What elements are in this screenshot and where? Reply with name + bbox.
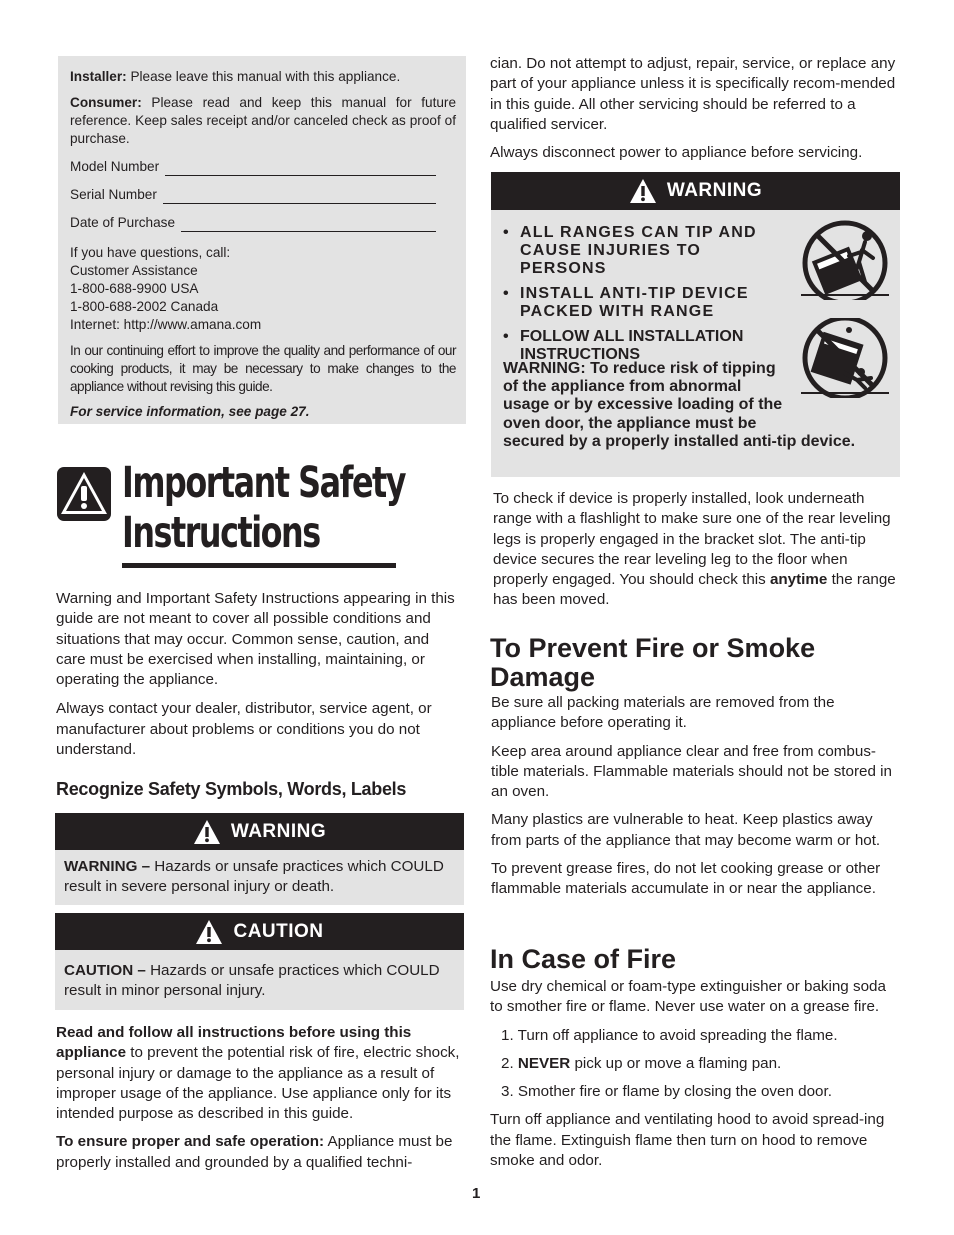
page-number: 1 <box>472 1185 481 1202</box>
warning-definition-box <box>55 850 464 905</box>
contact-info <box>70 244 456 334</box>
tip-warning-bullet: • INSTALL ANTI-TIP DEVICE PACKED WITH RANGE <box>503 285 787 321</box>
tip-warning-bullet: • ALL RANGES CAN TIP AND CAUSE INJURIES TO PERSONS <box>503 224 787 278</box>
contact-line: 1-800-688-2002 Canada <box>70 299 219 314</box>
fire-case-step: 3. Smother fire or flame by closing the oven door. <box>501 1083 832 1101</box>
read-follow-paragraph: Read and follow all instructions before using this appliance to prevent the potential risk of fire, electric shock, personal injury or damage to the appliance as a result of improper usage of the appliance. Use appliance only for its intended purpose as described in this guide. <box>56 1024 460 1123</box>
warning-header-label: WARNING <box>230 820 327 842</box>
caution-definition-box <box>55 950 464 1010</box>
contact-line[interactable]: Internet: http://www.amana.com <box>70 317 262 332</box>
recognize-heading: Recognize Safety Symbols, Words, Labels <box>56 779 407 799</box>
intro-paragraph: Warning and Important Safety Instructions appearing in this guide are not meant to cover all possible conditions and situations that may occur. Common sense, caution, and care must be exercised when installing, maintaining, or operating the appliance. <box>56 590 455 689</box>
intro-paragraph: Always contact your dealer, distributor, service agent, or manufacturer about problems or conditions you do not understand. <box>56 700 432 759</box>
consumer-label: Consumer: <box>70 95 142 110</box>
serial-number-line <box>163 189 436 204</box>
range-tipping-prohibited-icon <box>799 220 891 300</box>
warning-triangle-icon <box>629 178 657 204</box>
intro-section <box>56 589 458 760</box>
fire-smoke-section <box>491 693 900 900</box>
page-title-line-1: Important Safety <box>122 458 406 508</box>
caution-definition-label: CAUTION – <box>64 962 146 979</box>
warning-triangle-icon <box>195 919 223 945</box>
ensure-operation-paragraph: To ensure proper and safe operation: Appliance must be properly installed and grounded by a qualified techni- <box>56 1133 453 1171</box>
fire-case-paragraph: Turn off appliance and ventilating hood to avoid spread-ing the flame. Extinguish flame then turn on hood to remove smoke and odor. <box>490 1111 885 1170</box>
consumer-text: Please read and keep this manual for future reference. Keep sales receipt and/or canceled check as proof of purchase. <box>70 95 457 146</box>
date-of-purchase-field[interactable] <box>70 214 456 232</box>
fire-case-step: 2. NEVER pick up or move a flaming pan. <box>501 1054 782 1072</box>
warning-header-bar <box>55 813 464 850</box>
serial-number-label: Serial Number <box>70 187 157 202</box>
caution-header-bar <box>55 913 464 950</box>
title-underline <box>122 563 396 568</box>
installer-label: Installer: <box>70 69 127 84</box>
contact-line: Customer Assistance <box>70 263 198 278</box>
tip-warning-box <box>491 210 900 477</box>
servicing-paragraph: cian. Do not attempt to adjust, repair, service, or replace any part of your appliance unless it is specifically recom-mended in this guide. All other servicing should be referred to a qualified servicer. <box>490 55 896 133</box>
owner-info-box <box>58 56 466 424</box>
tip-warning-list <box>503 224 787 371</box>
warning-triangle-icon <box>56 466 112 522</box>
check-device-paragraph: To check if device is properly installed, look underneath range with a flashlight to make sure one of the rear leveling legs is properly engaged in the bracket slot. The anti-tip device secures the rear leveling leg to the floor when properly engaged. You should check this anytime the range has been moved. <box>493 490 896 609</box>
warning-definition-label: WARNING – <box>64 858 151 875</box>
warning-definition-text: Hazards or unsafe practices which COULD result in severe personal injury or death. <box>64 858 444 896</box>
fire-smoke-paragraph: Keep area around appliance clear and free from combus-tible materials. Flammable materials should not be stored in an oven. <box>491 742 892 801</box>
fire-case-paragraph: Use dry chemical or foam-type extinguisher or baking soda to smother fire or flame. Never use water on a grease fire. <box>490 978 886 1016</box>
fire-smoke-paragraph: To prevent grease fires, do not let cooking grease or other flammable materials accumulate in or near the appliance. <box>491 860 881 898</box>
fire-case-steps <box>490 1026 899 1103</box>
fire-case-heading: In Case of Fire <box>490 944 677 974</box>
date-of-purchase-label: Date of Purchase <box>70 215 176 230</box>
date-of-purchase-line <box>181 217 436 232</box>
servicing-section <box>490 54 900 163</box>
fire-smoke-heading: To Prevent Fire or Smoke Damage <box>490 633 816 692</box>
model-number-field[interactable] <box>70 158 456 176</box>
tip-warning-header-label: WARNING <box>666 180 763 201</box>
fire-case-section <box>490 977 899 1171</box>
caution-header-label: CAUTION <box>233 920 324 942</box>
tip-warning-bullet: • FOLLOW ALL INSTALLATION INSTRUCTIONS <box>503 328 787 364</box>
tip-warning-header-bar <box>491 172 900 210</box>
tip-warning-reduce-risk-text: WARNING: To reduce risk of tipping of the appliance from abnormal usage or by excessive loading of the oven door, the appliance must be secured by a properly installed anti-tip device. <box>503 360 856 450</box>
model-number-label: Model Number <box>70 159 160 174</box>
warning-triangle-icon <box>193 819 221 845</box>
model-number-line <box>165 161 436 176</box>
improvement-notice: In our continuing effort to improve the quality and performance of our cooking products, it may be necessary to make changes to the appliance without revising this guide. <box>70 343 456 394</box>
page-title <box>122 458 405 558</box>
contact-line: If you have questions, call: <box>70 245 231 260</box>
installer-text: Please leave this manual with this appliance. <box>130 69 401 84</box>
fire-smoke-paragraph: Be sure all packing materials are removed from the appliance before operating it. <box>491 694 835 732</box>
read-follow-section <box>56 1023 460 1173</box>
fire-smoke-paragraph: Many plastics are vulnerable to heat. Keep plastics away from parts of the appliance that may become warm or hot. <box>491 811 881 849</box>
page-title-line-2: Instructions <box>122 508 320 558</box>
serial-number-field[interactable] <box>70 186 456 204</box>
fire-case-step: 1. Turn off appliance to avoid spreading the flame. <box>501 1026 838 1044</box>
service-info-note: For service information, see page 27. <box>70 404 310 419</box>
disconnect-power-paragraph: Always disconnect power to appliance before servicing. <box>490 144 863 162</box>
contact-line: 1-800-688-9900 USA <box>70 281 199 296</box>
caution-definition-text: Hazards or unsafe practices which COULD result in minor personal injury. <box>64 962 440 1000</box>
